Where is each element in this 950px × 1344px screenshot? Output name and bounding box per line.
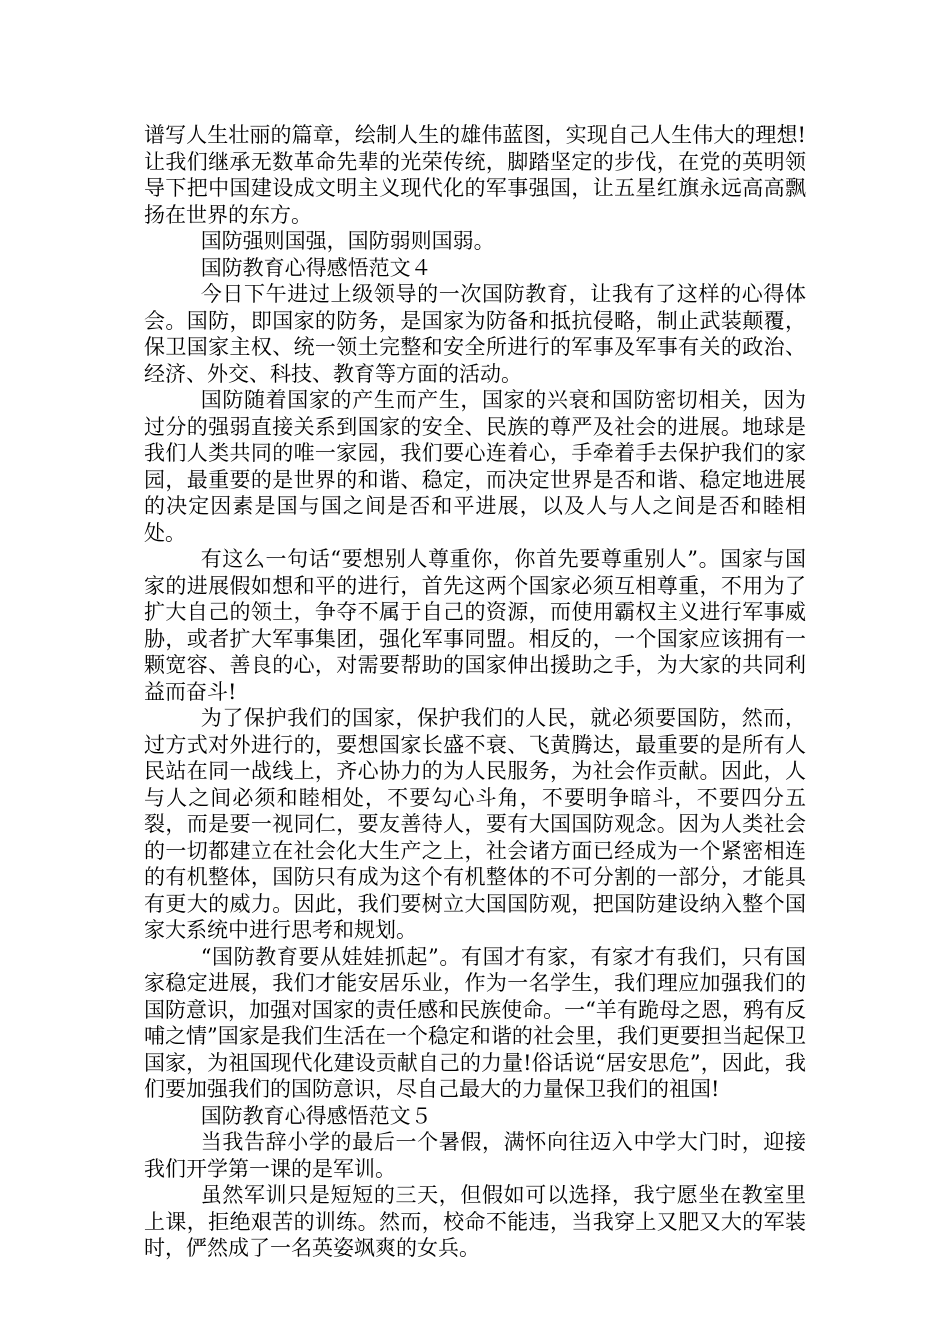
paragraph: 国防强则国强，国防弱则国弱。 [200, 229, 495, 253]
section-heading: 国防教育心得感悟范文５ [200, 1103, 432, 1128]
paragraph: 虽然军训只是短短的三天，但假如可以选择，我宁愿坐在教室里上课，拒绝艰苦的训练。然而，校命不能违，当我穿上又肥又大的军装时，俨然成了一名英姿飒爽的女兵。 [144, 1183, 806, 1260]
paragraph: 有这么一句话“要想别人尊重你，你首先要尊重别人”。国家与国家的进展假如想和平的进行，首先这两个国家必须互相尊重，不用为了扩大自己的领土，争夺不属于自己的资源，而使用霸权主义进行军事威胁，或者扩大军事集团，强化军事同盟。相反的，一个国家应该拥有一颗宽容、善良的心，对需要帮助的国家伸出援助之手，为大家的共同利益而奋斗! [144, 547, 806, 704]
paragraph: 国防随着国家的产生而产生，国家的兴衰和国防密切相关，因为过分的强弱直接关系到国家的安全、民族的尊严及社会的进展。地球是我们人类共同的唯一家园，我们要心连着心，手牵着手去保护我们的家园，最重要的是世界的和谐、稳定，而决定世界是否和谐、稳定地进展的决定因素是国与国之间是否和平进展，以及人与人之间是否和睦相处。 [144, 388, 806, 545]
section-heading: 国防教育心得感悟范文４ [200, 255, 432, 280]
paragraph: 今日下午进过上级领导的一次国防教育，让我有了这样的心得体会。国防，即国家的防务，是国家为防备和抵抗侵略，制止武装颠覆，保卫国家主权、统一领土完整和安全所进行的军事及军事有关的政治、经济、外交、科技、教育等方面的活动。 [144, 282, 806, 386]
paragraph: 谱写人生壮丽的篇章，绘制人生的雄伟蓝图，实现自己人生伟大的理想!让我们继承无数革命先辈的光荣传统，脚踏坚定的步伐，在党的英明领导下把中国建设成文明主义现代化的军事强国，让五星红旗永远高高飘扬在世界的东方。 [144, 123, 806, 227]
paragraph: 为了保护我们的国家，保护我们的人民，就必须要国防，然而，过方式对外进行的，要想国家长盛不衰、飞黄腾达，最重要的是所有人民站在同一战线上，齐心协力的为人民服务，为社会作贡献。因此，人与人之间必须和睦相处，不要勾心斗角，不要明争暗斗，不要四分五裂，而是要一视同仁，要友善待人，要有大国国防观念。因为人类社会的一切都建立在社会化大生产之上，社会诸方面已经成为一个紧密相连的有机整体，国防只有成为这个有机整体的不可分割的一部分，才能具有更大的威力。因此，我们要树立大国国防观，把国防建设纳入整个国家大系统中进行思考和规划。 [144, 706, 806, 942]
document-page [144, 122, 806, 1262]
paragraph: 当我告辞小学的最后一个暑假，满怀向往迈入中学大门时，迎接我们开学第一课的是军训。 [144, 1130, 806, 1181]
paragraph: “国防教育要从娃娃抓起”。有国才有家，有家才有我们，只有国家稳定进展，我们才能安居乐业，作为一名学生，我们理应加强我们的国防意识，加强对国家的责任感和民族使命。一“羊有跪母之恩，鸦有反哺之情”国家是我们生活在一个稳定和谐的社会里，我们更要担当起保卫国家，为祖国现代化建设贡献自己的力量!俗话说“居安思危”，因此，我们要加强我们的国防意识，尽自己最大的力量保卫我们的祖国! [144, 944, 806, 1101]
